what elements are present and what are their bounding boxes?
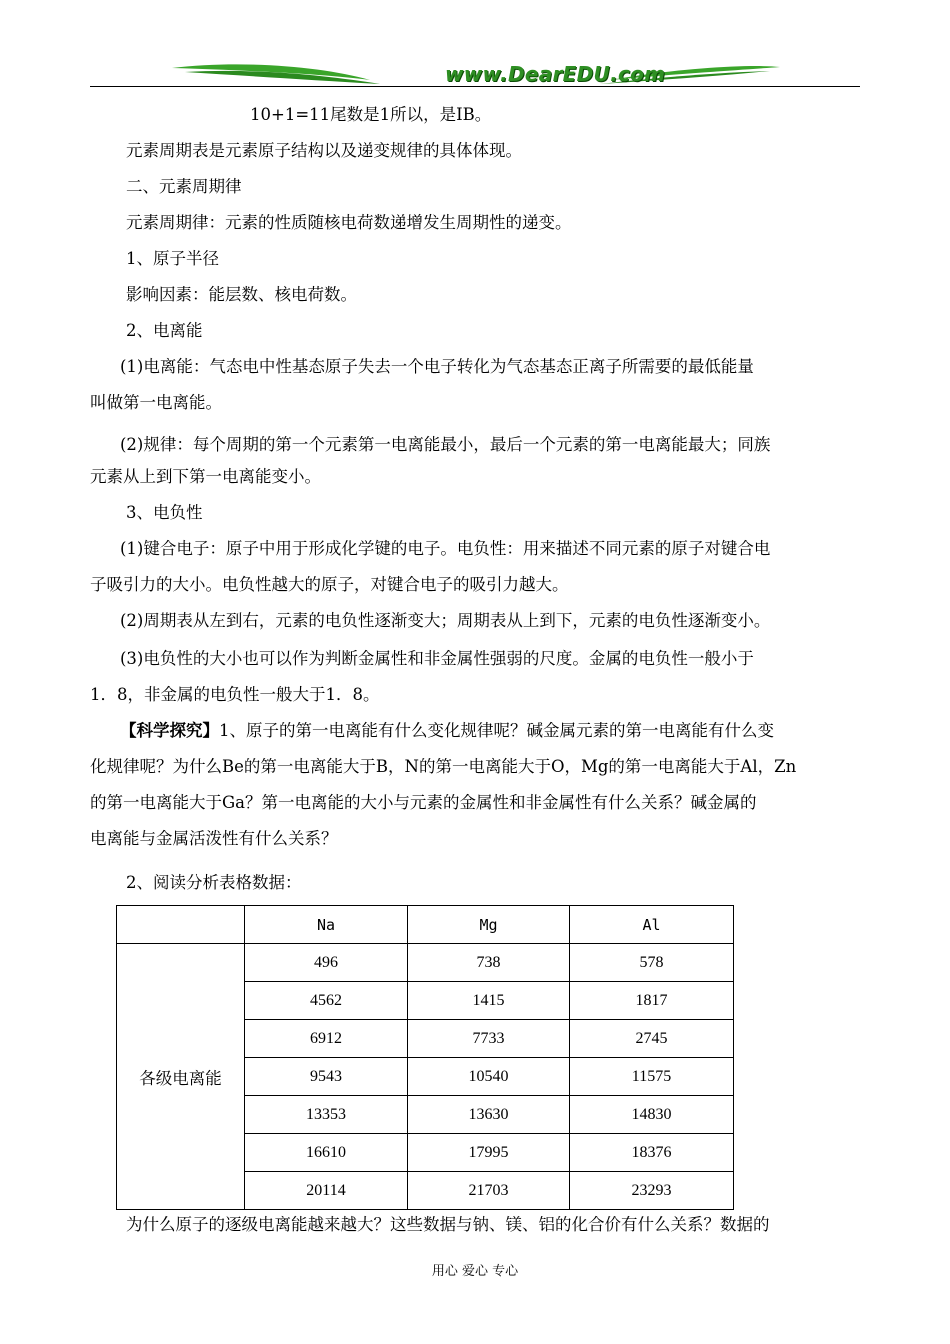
table-row	[117, 944, 734, 982]
subsection-heading: 1、原子半径	[126, 249, 219, 268]
text-line: (2)周期表从左到右，元素的电负性逐渐变大；周期表从上到下，元素的电负性逐渐变小。	[120, 611, 771, 630]
table-cell: 20114	[245, 1172, 408, 1210]
table-header-row	[117, 906, 734, 944]
table-cell: 18376	[570, 1134, 734, 1172]
text-line	[120, 720, 865, 742]
text-line: 子吸引力的大小。电负性越大的原子，对键合电子的吸引力越大。	[90, 575, 569, 594]
text-line: 2、阅读分析表格数据：	[126, 873, 302, 892]
row-group-label: 各级电离能	[117, 944, 245, 1210]
table-cell: 21703	[408, 1172, 570, 1210]
text-line: 元素从上到下第一电离能变小。	[90, 467, 321, 486]
text-line: 的第一电离能大于Ga？第一电离能的大小与元素的金属性和非金属性有什么关系？碱金属的	[90, 793, 757, 812]
table-cell: 13630	[408, 1096, 570, 1134]
text-line: 影响因素：能层数、核电荷数。	[126, 285, 357, 304]
text-span: 1、原子的第一电离能有什么变化规律呢？碱金属元素的第一电离能有什么变	[219, 721, 774, 740]
table-cell: 6912	[245, 1020, 408, 1058]
table-cell: 1817	[570, 982, 734, 1020]
text-line: 电离能与金属活泼性有什么关系？	[90, 829, 338, 848]
text-line: 1．8，非金属的电负性一般大于1．8。	[90, 685, 380, 704]
table-cell: 23293	[570, 1172, 734, 1210]
science-inquiry-label: 【科学探究】	[120, 721, 219, 740]
text-line: 10+1=11尾数是1所以，是IB。	[250, 105, 492, 124]
table-header-cell: Mg	[408, 906, 570, 944]
table-cell: 11575	[570, 1058, 734, 1096]
header-banner	[90, 56, 860, 96]
table-cell: 7733	[408, 1020, 570, 1058]
section-heading: 二、元素周期律	[126, 177, 242, 196]
text-line: 叫做第一电离能。	[90, 393, 222, 412]
page-footer: 用心 爱心 专心	[431, 1264, 519, 1279]
text-line: (2)规律：每个周期的第一个元素第一电离能最小，最后一个元素的第一电离能最大；同族	[120, 435, 771, 454]
table-cell: 2745	[570, 1020, 734, 1058]
table-cell: 578	[570, 944, 734, 982]
table-cell: 10540	[408, 1058, 570, 1096]
subsection-heading: 3、电负性	[126, 503, 203, 522]
table-cell: 4562	[245, 982, 408, 1020]
table-cell: 738	[408, 944, 570, 982]
table-cell: 496	[245, 944, 408, 982]
text-line: 元素周期表是元素原子结构以及递变规律的具体体现。	[126, 141, 522, 160]
text-line: (3)电负性的大小也可以作为判断金属性和非金属性强弱的尺度。金属的电负性一般小于	[120, 649, 754, 668]
table-cell: 17995	[408, 1134, 570, 1172]
subsection-heading: 2、电离能	[126, 321, 203, 340]
text-line: (1)键合电子：原子中用于形成化学键的电子。电负性：用来描述不同元素的原子对键合电	[120, 539, 771, 558]
site-logo[interactable]: www.DearEDU.com	[445, 62, 666, 86]
ionization-energy-table	[116, 905, 734, 1210]
table-header-cell: Al	[570, 906, 734, 944]
table-cell: 13353	[245, 1096, 408, 1134]
table-header-cell: Na	[245, 906, 408, 944]
text-line: (1)电离能：气态电中性基态原子失去一个电子转化为气态基态正离子所需要的最低能量	[120, 357, 754, 376]
text-line: 为什么原子的逐级电离能越来越大？这些数据与钠、镁、铝的化合价有什么关系？数据的	[126, 1215, 770, 1234]
table-cell: 9543	[245, 1058, 408, 1096]
table-cell: 16610	[245, 1134, 408, 1172]
text-line: 元素周期律：元素的性质随核电荷数递增发生周期性的递变。	[126, 213, 572, 232]
table-cell: 1415	[408, 982, 570, 1020]
table-cell: 14830	[570, 1096, 734, 1134]
table-header-cell	[117, 906, 245, 944]
header-rule	[90, 86, 860, 87]
text-line: 化规律呢？为什么Be的第一电离能大于B，N的第一电离能大于O，Mg的第一电离能大于Al，Zn	[90, 757, 797, 776]
